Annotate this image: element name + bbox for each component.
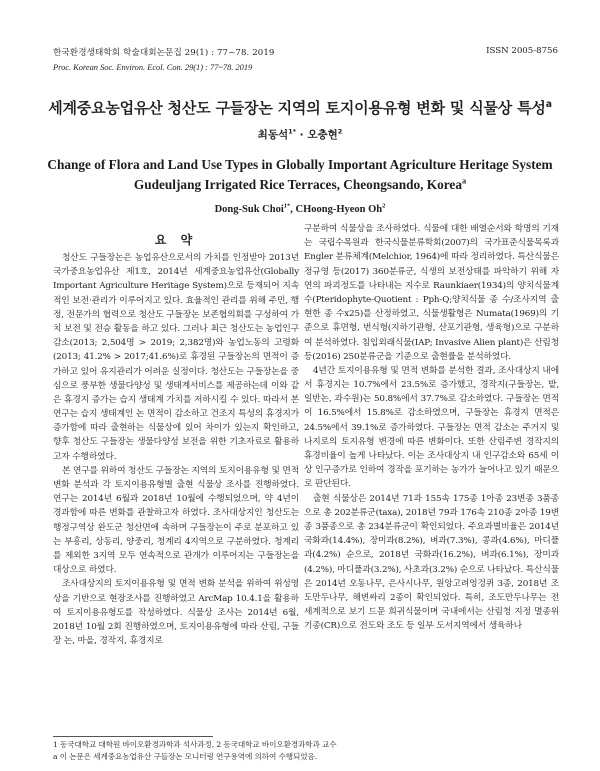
abstract-right-column xyxy=(304,222,559,633)
abstract-paragraph: 출현 식물상은 2014년 71과 155속 175종 1아종 23변종 3품종으로 총 202분류군(taxa), 2018년 79과 176속 210종 2아종 19변종 3품종으로 총 234분류군이 확인되었다. 주요과별비율은 2014년 국화과(14.4%), 장미과(8.2%), 벼과(7.3%), 콩과(4.6%), 마디풀과(4.2%) 순으로, 2018년 국화과(16.2%), 벼과(6.1%), 장미과(4.2%), 마디풀과(3.2%), 사초과(3.2%) 순으로 나타났다. 특산식물은 2014년 오동나무, 은사시나무, 원앙고려엉겅퀴 3종, 2018년 조도만두나무, 해변싸리 2종이 확인되었다. 특히, 조도만두나무는 전 세계적으로 보기 드문 희귀식물이며 국내에서는 산림청 지정 멸종위기종(CR)으로 전도와 조도 등 일부 도서지역에서 생육하나 xyxy=(304,493,559,632)
author-2-korean-mark: 2 xyxy=(337,127,343,136)
title-footnote-mark: a xyxy=(545,99,552,110)
paper-title-english-line-2-text: Gudeuljang Irrigated Rice Terraces, Cheongsando, Korea xyxy=(133,177,462,192)
abstract-paragraph: 구분하여 식물상을 조사하였다. 식물에 대한 배열순서와 학명의 기재는 국립수목원과 한국식물분류학회(2007)의 국가표준식물목록과 Engler 분류체계(Melchior, 1964)에 따라 정리하였다. 특산식물은 정규영 등(2017) 360분류군, 식생의 보전상태를 파악하기 위해 자연의 파괴정도를 나타내는 지수로 Raunkiaer(1934)의 양치식물계수(Pteridophyte-Quotient : Pph-Q;양치식물 종 수/조사지역 출현한 종 수x25)를 산정하였고, 식물생활형은 Numata(1969)의 기준으로 휴면형, 번식형(지하기관형, 산포기관형, 생육형)으로 구분하여 분석하였다. 침입외래식물(IAP; Invasive Alien plant)은 산림청 등(2016) 250분류군을 기준으로 출현률을 분석하였다. xyxy=(304,224,559,362)
author-1-english: Dong-Suk Choi xyxy=(214,204,284,215)
author-2-english-mark: 2 xyxy=(382,202,386,210)
paper-title-english-line-2 xyxy=(0,175,600,195)
footnote-funding: a 이 논문은 세계중요농업유산 구들장논 모니터링 연구용역에 의하여 수행되었음. xyxy=(53,752,318,761)
abstract-paragraph: 4년간 토지이용유형 및 면적 변화를 분석한 결과, 조사대상지 내에서 휴경지는 10.7%에서 23.5%로 증가했고, 경작지(구들장논, 밭, 일반논, 과수원)는 50.8%에서 37.7%로 감소하였다. 구들장논 면적이 16.5%에서 15.8%로 감소하였으며, 구들장논 휴경지 면적은 24.5%에서 39.1%로 증가하였다. 구들장논 면적 감소는 주거지 및 나지로의 토지유형 변경에 따른 변화이다. 또한 산림주변 경작지의 휴경비율이 높게 나타났다. 이는 조사대상지 내 인구감소와 65세 이상 인구증가로 인하여 경작을 포기하는 농가가 늘어나고 있기 때문으로 판단된다. xyxy=(304,365,559,490)
paper-title-korean xyxy=(0,97,600,118)
footnote-affiliation: 1 동국대학교 대학원 바이오환경과학과 석사과정, 2 동국대학교 바이오환경과학과 교수 xyxy=(53,740,337,749)
author-separator-korean: · xyxy=(296,129,308,141)
authors-english xyxy=(0,204,600,215)
author-2-english: CHoong-Hyeon Oh xyxy=(295,204,383,215)
journal-citation-korean: 한국환경생태학회 학술대회논문집 29(1) : 77~78. 2019 xyxy=(53,48,275,58)
author-1-korean: 최동석 xyxy=(257,129,289,141)
author-1-english-mark: 1* xyxy=(283,202,291,210)
paper-title-english xyxy=(0,155,600,195)
issn-number: ISSN 2005-8756 xyxy=(486,46,558,56)
english-title-footnote-mark: a xyxy=(461,176,467,186)
abstract-paragraph: 조사대상지의 토지이용유형 및 면적 변화 분석을 위하여 위성영상을 기반으로 현장조사를 진행하였고 ArcMap 10.4.1을 활용하여 토지이용유형도를 작성하였다. 식물상 조사는 2014년 6월, 2018년 10월 2회 진행하였으며, 토지이용유형에 따라 산림, 구들장 논, 마을, 경작지, 휴경지로 xyxy=(53,579,299,647)
paper-title-english-line-1: Change of Flora and Land Use Types in Globally Important Agriculture Heritage System xyxy=(47,157,553,172)
author-separator-english: , xyxy=(290,204,296,215)
abstract-left-column xyxy=(53,251,299,648)
abstract-paragraph: 청산도 구들장논은 농업유산으로서의 가치를 인정받아 2013년 국가중요농업유산 제1호, 2014년 세계중요농업유산(Globally Important Agriculture Heritage System)으로 등재되어 지속적인 보전·관리가 이루어지고 있다. 효율적인 관리를 위해 주민, 행정, 전문가의 협력으로 청산도 구들장논 보존협의회를 구성하여 가치 보전 및 전승 활동을 하고 있다. 그러나 최근 청산도는 농업인구감소(2013; 2,504명 > 2019; 2,382명)와 농업노동의 고령화(2013; 41.2% > 2017;41.6%)로 휴경된 구들장논의 면적이 증가하고 있어 유지관리가 어려운 실정이다. 청산도는 구들장논을 중심으로 풍부한 생물다양성 및 생태계서비스를 제공하는데 이와 같은 휴경지 증가는 습지 생태계 가치를 저하시킬 수 있다. 따라서 본 연구는 습지 생태계인 논 면적이 감소하고 건조지 특성의 휴경지가 증가함에 따라 출현하는 식물상에 있어 차이가 있는지 확인하고, 향후 청산도 구들장논 생물다양성 보전을 위한 기초자료로 활용하고자 수행하였다. xyxy=(53,253,299,462)
journal-citation-english: Proc. Korean Soc. Environ. Ecol. Con. 29(1) : 77~78. 2019 xyxy=(53,63,253,72)
author-1-korean-mark: 1* xyxy=(288,127,297,136)
abstract-heading: 요 약 xyxy=(154,233,198,247)
paper-title-korean-text: 세계중요농업유산 청산도 구들장논 지역의 토지이용유형 변화 및 식물상 특성 xyxy=(48,99,546,117)
author-2-korean: 오충현 xyxy=(307,129,338,141)
authors-korean xyxy=(0,127,600,142)
journal-header xyxy=(53,46,558,72)
abstract-paragraph: 본 연구를 위하여 청산도 구들장논 지역의 토지이용유형 및 면적 변화 분석과 각 토지이용유형별 출현 식물상 조사를 진행하였다. 연구는 2014년 6월과 2018년 10월에 수행되었으며, 약 4년이 경과함에 따른 변화를 관찰하고자 하였다. 조사대상지인 청산도는 행정구역상 완도군 청산면에 속하며 구들장논이 주로 분포하고 있는 부흥리, 상동리, 양중리, 청계리 4지역으로 구분하였다. 청계리를 제외한 3지역 모두 연속적으로 관개가 이루어지는 구들장논을 대상으로 하였다. xyxy=(53,465,299,576)
footnote-divider xyxy=(53,736,213,737)
